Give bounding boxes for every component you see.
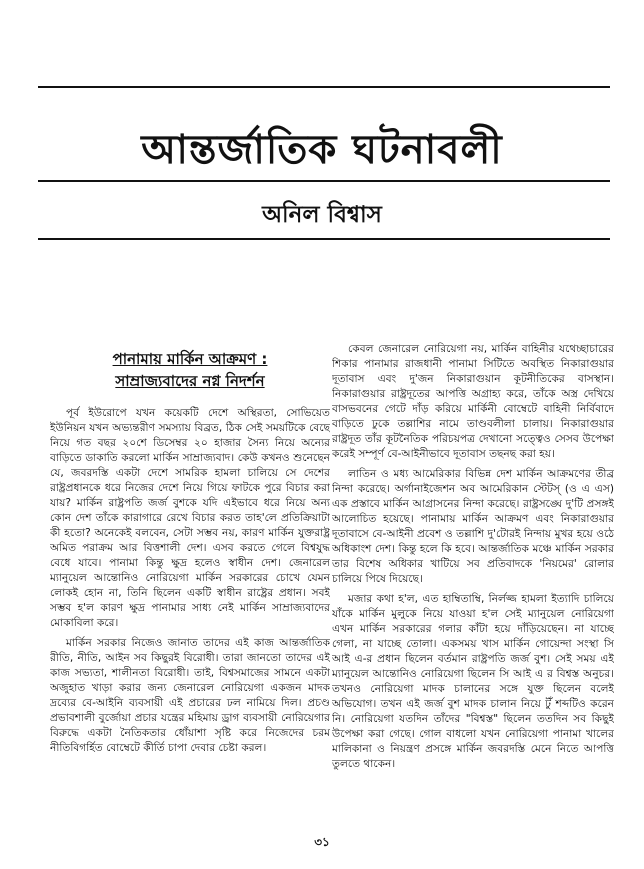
left-paragraph-1: পূর্ব ইউরোপে যখন কয়েকটি দেশে অস্থিরতা, সোভিয়েত ইউনিয়ন যখন অভ্যন্তরীণ সমস্যায় বিব্রত, ঠিক সেই সময়টিকে বেছে নিয়ে গত বছর ২০শে ডিসেম্বর ২০ হাজার সৈন্য নিয়ে অন্যের বাড়িতে ডাকাতি করলো মার্কিন সাম্রাজ্যবাদ। কেউ কখনও শুনেছেন যে, জবরদস্তি একটা দেশে সামরিক হামলা চালিয়ে সে দেশের রাষ্ট্রপ্রধানকে ধরে নিজের দেশে নিয়ে গিয়ে ফাটকে পুরে বিচার করা যায়? মার্কিন রাষ্ট্রপতি জর্জ বুশকে যদি এইভাবে ধরে নিয়ে অন্য কোন দেশ তাঁকে কারাগারে রেখে বিচার করত তাহ'লে প্রতিক্রিয়াটা কী হতো? অনেকেই বলবেন, সেটা সম্ভব নয়, কারণ মার্কিন যুক্তরাষ্ট্র অমিত পরাক্রম আর বিত্তশালী দেশ। এসব করতে গেলে বিশ্বযুদ্ধ বেধে যাবে। পানামা কিন্তু ক্ষুদ্র হলেও স্বাধীন দেশ। জেনারেল ম্যানুয়েল আন্তোনিও নোরিয়েগা মার্কিন সরকারের চোখে যেমন লোকই হোন না, তিনি ছিলেন একটি স্বাধীন রাষ্ট্রের প্রধান। সবই সম্ভব হ'ল কারণ ক্ষুদ্র পানামার সাধ্য নেই মার্কিন সাম্রাজ্যবাদের মোকাবিলা করে। bbox=[50, 407, 330, 629]
right-paragraph-3: মজার কথা হ'ল, এত হাম্বিতাম্বি, নির্লজ্জ হামলা ইত্যাদি চালিয়ে যাঁকে মার্কিন মুলুকে নিয়ে যাওয়া হ'ল সেই ম্যানুয়েল নোরিয়েগা এখন মার্কিন সরকারের গলার কাঁটা হয়ে দাঁড়িয়েছেন। না যাচ্ছে গেলা, না যাচ্ছে তোলা। একসময় খাস মার্কিন গোয়েন্দা সংস্থা সি আই এ-র প্রধান ছিলেন বর্তমান রাষ্ট্রপতি জর্জ বুশ। সেই সময় এই ম্যানুয়েল আন্তোনিও নোরিয়েগা ছিলেন সি আই এ র বিশ্বস্ত অনুচর। তখনও নোরিয়েগা মাদক চালানের সঙ্গে যুক্ত ছিলেন বলেই অভিযোগ। তখন এই জর্জ বুশ মাদক চালান নিয়ে টুঁ শব্দটিও করেন নি। নোরিয়েগা যতদিন তাঁদের "বিশ্বস্ত" ছিলেন ততদিন সব কিছুই উপেক্ষা করা গেছে। গোল বাধলো যখন নোরিয়েগা পানামা খালের মালিকানা ও নিয়ন্ত্রণ প্রসঙ্গে মার্কিন জবরদস্তি মেনে নিতে আপত্তি তুলতে থাকেন। bbox=[332, 593, 614, 770]
left-column bbox=[50, 338, 330, 828]
headline-line-2: সাম্রাজ্যবাদের নগ্ন নিদর্শন bbox=[115, 372, 265, 390]
author-rule bbox=[38, 238, 610, 240]
author-name: অনিল বিশ্বাস bbox=[262, 201, 382, 228]
headline-line-1: পানামায় মার্কিন আক্রমণ : bbox=[112, 350, 268, 368]
top-rule bbox=[38, 86, 610, 88]
section-title: আন্তর্জাতিক ঘটনাবলী bbox=[141, 126, 503, 173]
title-rule bbox=[38, 180, 610, 182]
right-column bbox=[332, 342, 614, 832]
right-paragraph-2: লাতিন ও মধ্য আমেরিকার বিভিন্ন দেশ মার্কিন আক্রমণের তীব্র নিন্দা করেছে। অর্গানাইজেশন অব আমেরিকান স্টেটস্ (ও এ এস) এক প্রস্তাবে মার্কিন আগ্রাসনের নিন্দা করেছে। রাষ্ট্রসঙ্ঘে দু'টি প্রসঙ্গই আলোচিত হয়েছে। পানামায় মার্কিন আক্রমণ এবং নিকারাগুয়ার দূতাবাসে বে-আইনী প্রবেশ ও তল্লাশি দু'টোরই নিন্দায় মুখর হয়ে ওঠে অধিকাংশ দেশ। কিন্তু হলে কি হবে। আন্তর্জাতিক মঞ্চে মার্কিন সরকার তার বিশেষ অধিকার খাটিয়ে সব প্রতিবাদকে 'নিয়মের' রোলার চালিয়ে পিষে দিয়েছে। bbox=[332, 468, 614, 585]
left-paragraph-2: মার্কিন সরকার নিজেও জানাত তাদের এই কাজ আন্তর্জাতিক রীতি, নীতি, আইন সব কিছুরই বিরোধী। তারা জানতো তাদের এই কাজ সভ্যতা, শালীনতা বিরোধী। তাই, বিশ্বসমাজের সামনে একটা অজুহাত খাড়া করার জন্য জেনারেল নোরিয়েগা একজন মাদক দ্রব্যের বে-আইনি ব্যবসায়ী এই প্রচারের ঢল নামিয়ে দিল। প্রচণ্ড প্রভাবশালী বুর্জোয়া প্রচার যন্ত্রের মহিমায় ড্রাগ ব্যবসায়ী নোরিয়েগার বিরুদ্ধে একটা নৈতিকতার ধোঁয়াশা সৃষ্টি করে নিজেদের চরম নীতিবিগর্হিত বোম্বেটে কীর্তি চাপা দেবার চেষ্টা করল। bbox=[50, 637, 330, 754]
right-paragraph-1: কেবল জেনারেল নোরিয়েগা নয়, মার্কিন বাহিনীর যথেচ্ছাচারের শিকার পানামার রাজধানী পানামা সিটিতে অবস্থিত নিকারাগুয়ার দূতাবাস এবং দু'জন নিকারাগুয়ান কূটনীতিকের বাসস্থান। নিকারাগুয়ার রাষ্ট্রদূতের আপত্তি অগ্রাহ্য করে, তাঁকে অস্ত্র দেখিয়ে বাসভবনের গেটে দাঁড় করিয়ে মার্কিনী বোম্বেটে বাহিনী নির্বিবাদে বাড়িতে ঢুকে তল্লাশির নামে তাণ্ডবলীলা চালায়। নিকারাগুয়ার রাষ্ট্রদূত তাঁর কূটনৈতিক পরিচয়পত্র দেখানো সত্ত্বেও সেসব উপেক্ষা করেই সম্পূর্ণ বে-আইনীভাবে দূতাবাস তছনছ করা হয়। bbox=[332, 343, 614, 460]
page-number: ৩১ bbox=[314, 835, 330, 849]
article-headline bbox=[50, 348, 330, 392]
